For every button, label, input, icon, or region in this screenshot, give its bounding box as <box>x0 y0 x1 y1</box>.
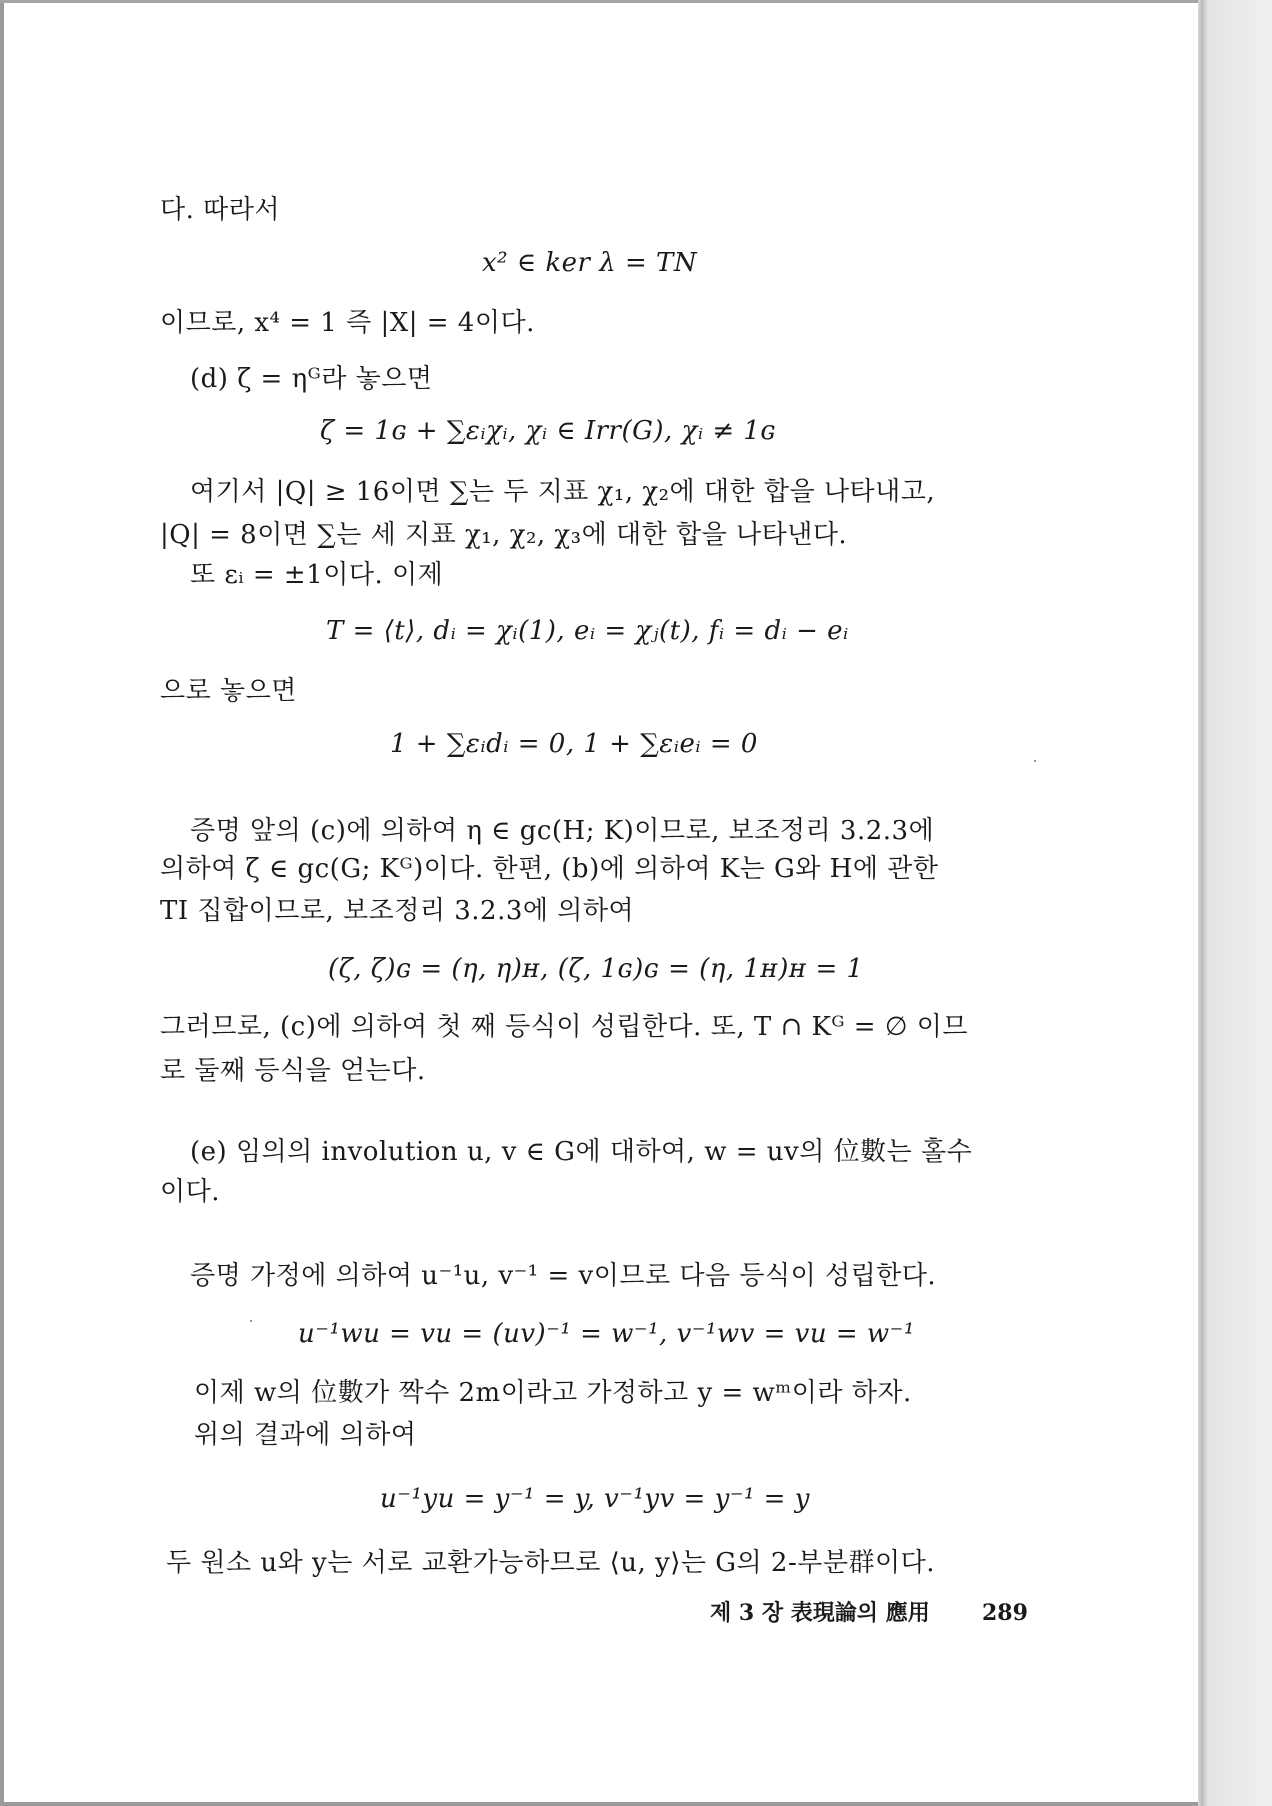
page-edge-bottom <box>0 1802 1200 1806</box>
page-edge-top <box>0 0 1200 3</box>
proof-paragraph-line: 의하여 ζ ∈ gc(G; Kᴳ)이다. 한편, (b)에 의하여 K는 G와 H에 관한 <box>160 854 939 884</box>
text-line: (d) ζ = ηᴳ라 놓으면 <box>190 364 433 394</box>
scan-speck <box>250 1320 252 1322</box>
text-line: |Q| = 8이면 ∑는 세 지표 χ₁, χ₂, χ₃에 대한 합을 나타낸다. <box>160 520 848 550</box>
text-line: 여기서 |Q| ≥ 16이면 ∑는 두 지표 χ₁, χ₂에 대한 합을 나타내고, <box>190 477 936 507</box>
text-line: 로 둘째 등식을 얻는다. <box>160 1056 426 1086</box>
equation: 1 + ∑εᵢdᵢ = 0, 1 + ∑εᵢeᵢ = 0 <box>390 729 758 759</box>
proof-paragraph-line: TI 집합이므로, 보조정리 3.2.3에 의하여 <box>160 896 635 926</box>
footer-page-number: 289 <box>982 1600 1028 1626</box>
text-line: 으로 놓으면 <box>160 676 297 706</box>
page-edge-left <box>0 0 4 1806</box>
equation: x² ∈ ker λ = TN <box>482 248 698 278</box>
text-line: 이제 w의 位數가 짝수 2m이라고 가정하고 y = wᵐ이라 하자. <box>194 1378 912 1408</box>
equation: ζ = 1ɢ + ∑εᵢχᵢ, χᵢ ∈ Irr(G), χᵢ ≠ 1ɢ <box>320 416 776 446</box>
equation: (ζ, ζ)ɢ = (η, η)ʜ, (ζ, 1ɢ)ɢ = (η, 1ʜ)ʜ = 1 <box>328 954 864 984</box>
scan-speck <box>1034 760 1036 762</box>
equation: u⁻¹yu = y⁻¹ = y, v⁻¹yv = y⁻¹ = y <box>380 1484 810 1514</box>
footer-chapter: 제 3 장 表現論의 應用 <box>710 1600 930 1626</box>
equation: u⁻¹wu = vu = (uv)⁻¹ = w⁻¹, v⁻¹wv = vu = w⁻¹ <box>298 1319 915 1349</box>
text-line: 그러므로, (c)에 의하여 첫 째 등식이 성립한다. 또, T ∩ Kᴳ = ∅ 이므 <box>160 1012 968 1042</box>
equation: T = ⟨t⟩, dᵢ = χᵢ(1), eᵢ = χⱼ(t), fᵢ = dᵢ − eᵢ <box>326 616 849 646</box>
text-line: 이다. <box>160 1177 220 1207</box>
proof-paragraph-line: 증명 가정에 의하여 u⁻¹u, v⁻¹ = v이므로 다음 등식이 성립한다. <box>190 1261 937 1291</box>
proof-paragraph-line: 증명 앞의 (c)에 의하여 η ∈ gc(H; K)이므로, 보조정리 3.2.3에 <box>190 816 935 846</box>
page-edge-right <box>1198 0 1272 1806</box>
text-line: 위의 결과에 의하여 <box>194 1420 417 1450</box>
text-line: 이므로, x⁴ = 1 즉 |X| = 4이다. <box>160 308 535 338</box>
text-line: 다. 따라서 <box>160 195 280 225</box>
text-line: 또 εᵢ = ±1이다. 이제 <box>190 560 444 590</box>
text-line: (e) 임의의 involution u, v ∈ G에 대하여, w = uv의 位數는 홀수 <box>190 1137 973 1167</box>
text-line: 두 원소 u와 y는 서로 교환가능하므로 ⟨u, y⟩는 G의 2-부분群이다. <box>166 1548 935 1578</box>
